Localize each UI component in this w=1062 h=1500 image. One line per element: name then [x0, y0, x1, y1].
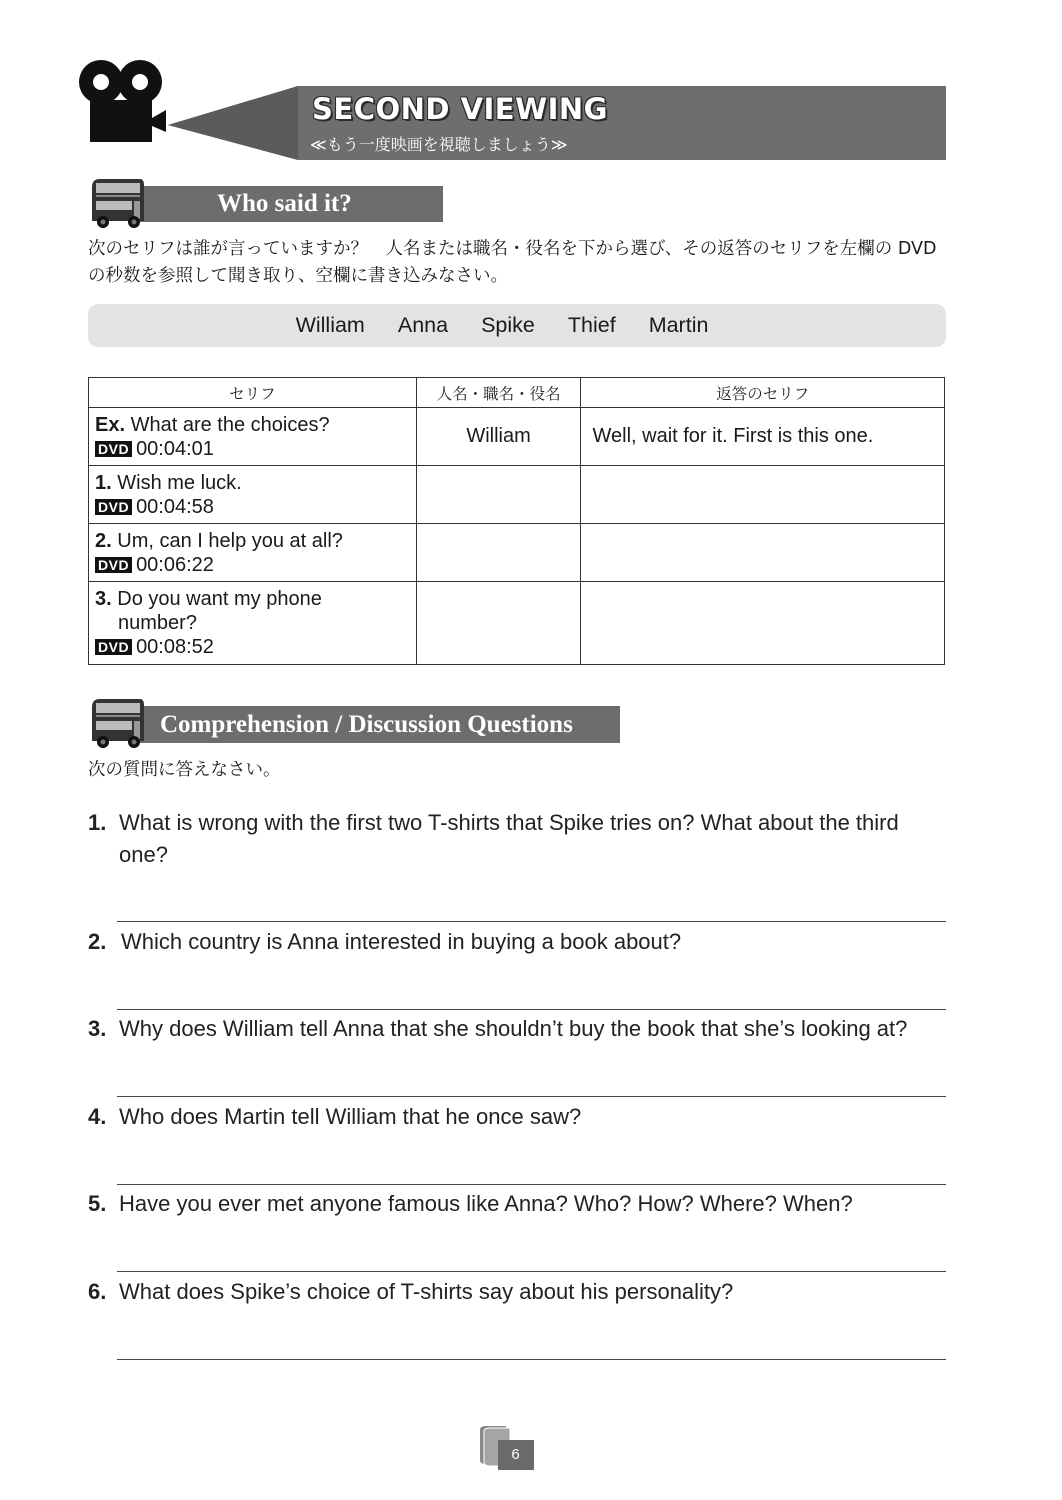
row-number: 3.: [95, 588, 112, 610]
question-number: 4.: [88, 1104, 107, 1129]
speaker-cell[interactable]: [416, 582, 581, 665]
dvd-badge: DVD: [95, 557, 132, 573]
question-number: 2.: [88, 929, 107, 954]
question-text: Which country is Anna interested in buying a book about?: [121, 929, 682, 954]
question: [88, 1101, 948, 1133]
question: [88, 807, 948, 871]
reply-cell[interactable]: [581, 466, 945, 524]
answer-line[interactable]: [117, 1271, 946, 1272]
table-header-row: [89, 378, 945, 408]
dvd-badge: DVD: [95, 639, 132, 655]
line-text: Um, can I help you at all?: [117, 529, 343, 552]
page-number: 6: [511, 1446, 520, 1463]
question-text: Have you ever met anyone famous like Anna? Who? How? Where? When?: [119, 1191, 853, 1216]
who-said-it-table: [88, 377, 945, 665]
page-title: SECOND VIEWING: [312, 92, 608, 126]
question-text: Why does William tell Anna that she shouldn’t buy the book that she’s looking at?: [119, 1016, 908, 1041]
instructions: 次の質問に答えなさい。: [88, 760, 281, 780]
question: [88, 926, 948, 958]
column-header-line: セリフ: [89, 378, 417, 408]
column-header-speaker: 人名・職名・役名: [416, 378, 581, 408]
row-number: 1.: [95, 471, 112, 494]
question-text: Who does Martin tell William that he once saw?: [119, 1104, 582, 1129]
dvd-time: 00:08:52: [136, 636, 214, 658]
line-cell: [89, 524, 417, 582]
question-number: 3.: [88, 1016, 107, 1041]
section-heading-comprehension: Comprehension / Discussion Questions: [140, 706, 620, 743]
word-bank-item: Anna: [397, 313, 449, 337]
double-decker-bus-icon: [88, 177, 146, 229]
question-number: 5.: [88, 1191, 107, 1216]
question-number: 1.: [88, 810, 107, 835]
answer-line[interactable]: [117, 1359, 946, 1360]
table-row: [89, 466, 945, 524]
instructions: 次のセリフは誰が言っていますか？ 人名または職名・役名を下から選び、その返答のセリフを左欄の DVD の秒数を参照して聞き取り、空欄に書き込みなさい。: [88, 239, 937, 286]
section-heading-who-said-it: Who said it?: [140, 186, 443, 222]
dvd-time: 00:06:22: [136, 553, 214, 576]
answer-line[interactable]: [117, 921, 946, 922]
table-row: [89, 524, 945, 582]
word-bank-item: Martin: [648, 313, 709, 337]
table-row: [89, 408, 945, 466]
dvd-badge: DVD: [95, 499, 132, 515]
speaker-cell[interactable]: [416, 524, 581, 582]
reply-cell[interactable]: [581, 524, 945, 582]
word-bank: [88, 304, 946, 347]
row-number: Ex.: [95, 413, 126, 436]
page-subtitle: ≪もう一度映画を視聴しましょう≫: [310, 135, 568, 154]
question-text: What does Spike’s choice of T-shirts say about his personality?: [119, 1279, 734, 1304]
line-cell: [89, 466, 417, 524]
dvd-time: 00:04:58: [136, 495, 214, 518]
row-number: 2.: [95, 529, 112, 552]
word-bank-item: Spike: [481, 313, 535, 337]
answer-line[interactable]: [117, 1009, 946, 1010]
reply-cell: Well, wait for it. First is this one.: [581, 408, 945, 466]
question: [88, 1188, 948, 1220]
question-text: What is wrong with the first two T-shirts that Spike tries on? What about the third one?: [119, 810, 899, 867]
line-cell: [89, 582, 417, 665]
table-row: [89, 582, 945, 665]
line-text: Wish me luck.: [117, 471, 242, 494]
reply-cell[interactable]: [581, 582, 945, 665]
dvd-badge: DVD: [95, 441, 132, 457]
movie-camera-icon: [76, 60, 174, 146]
answer-line[interactable]: [117, 1184, 946, 1185]
line-text-continued: number?: [118, 612, 197, 634]
word-bank-item: Thief: [567, 313, 616, 337]
speaker-cell: William: [416, 408, 581, 466]
question: [88, 1013, 948, 1045]
answer-line[interactable]: [117, 1096, 946, 1097]
line-text: What are the choices?: [130, 413, 330, 436]
question-number: 6.: [88, 1279, 107, 1304]
word-bank-item: William: [295, 313, 365, 337]
question: [88, 1276, 948, 1308]
double-decker-bus-icon: [88, 697, 146, 749]
column-header-reply: 返答のセリフ: [581, 378, 945, 408]
dvd-time: 00:04:01: [136, 437, 214, 460]
speaker-cell[interactable]: [416, 466, 581, 524]
line-cell: [89, 408, 417, 466]
line-text: Do you want my phone: [117, 588, 322, 610]
